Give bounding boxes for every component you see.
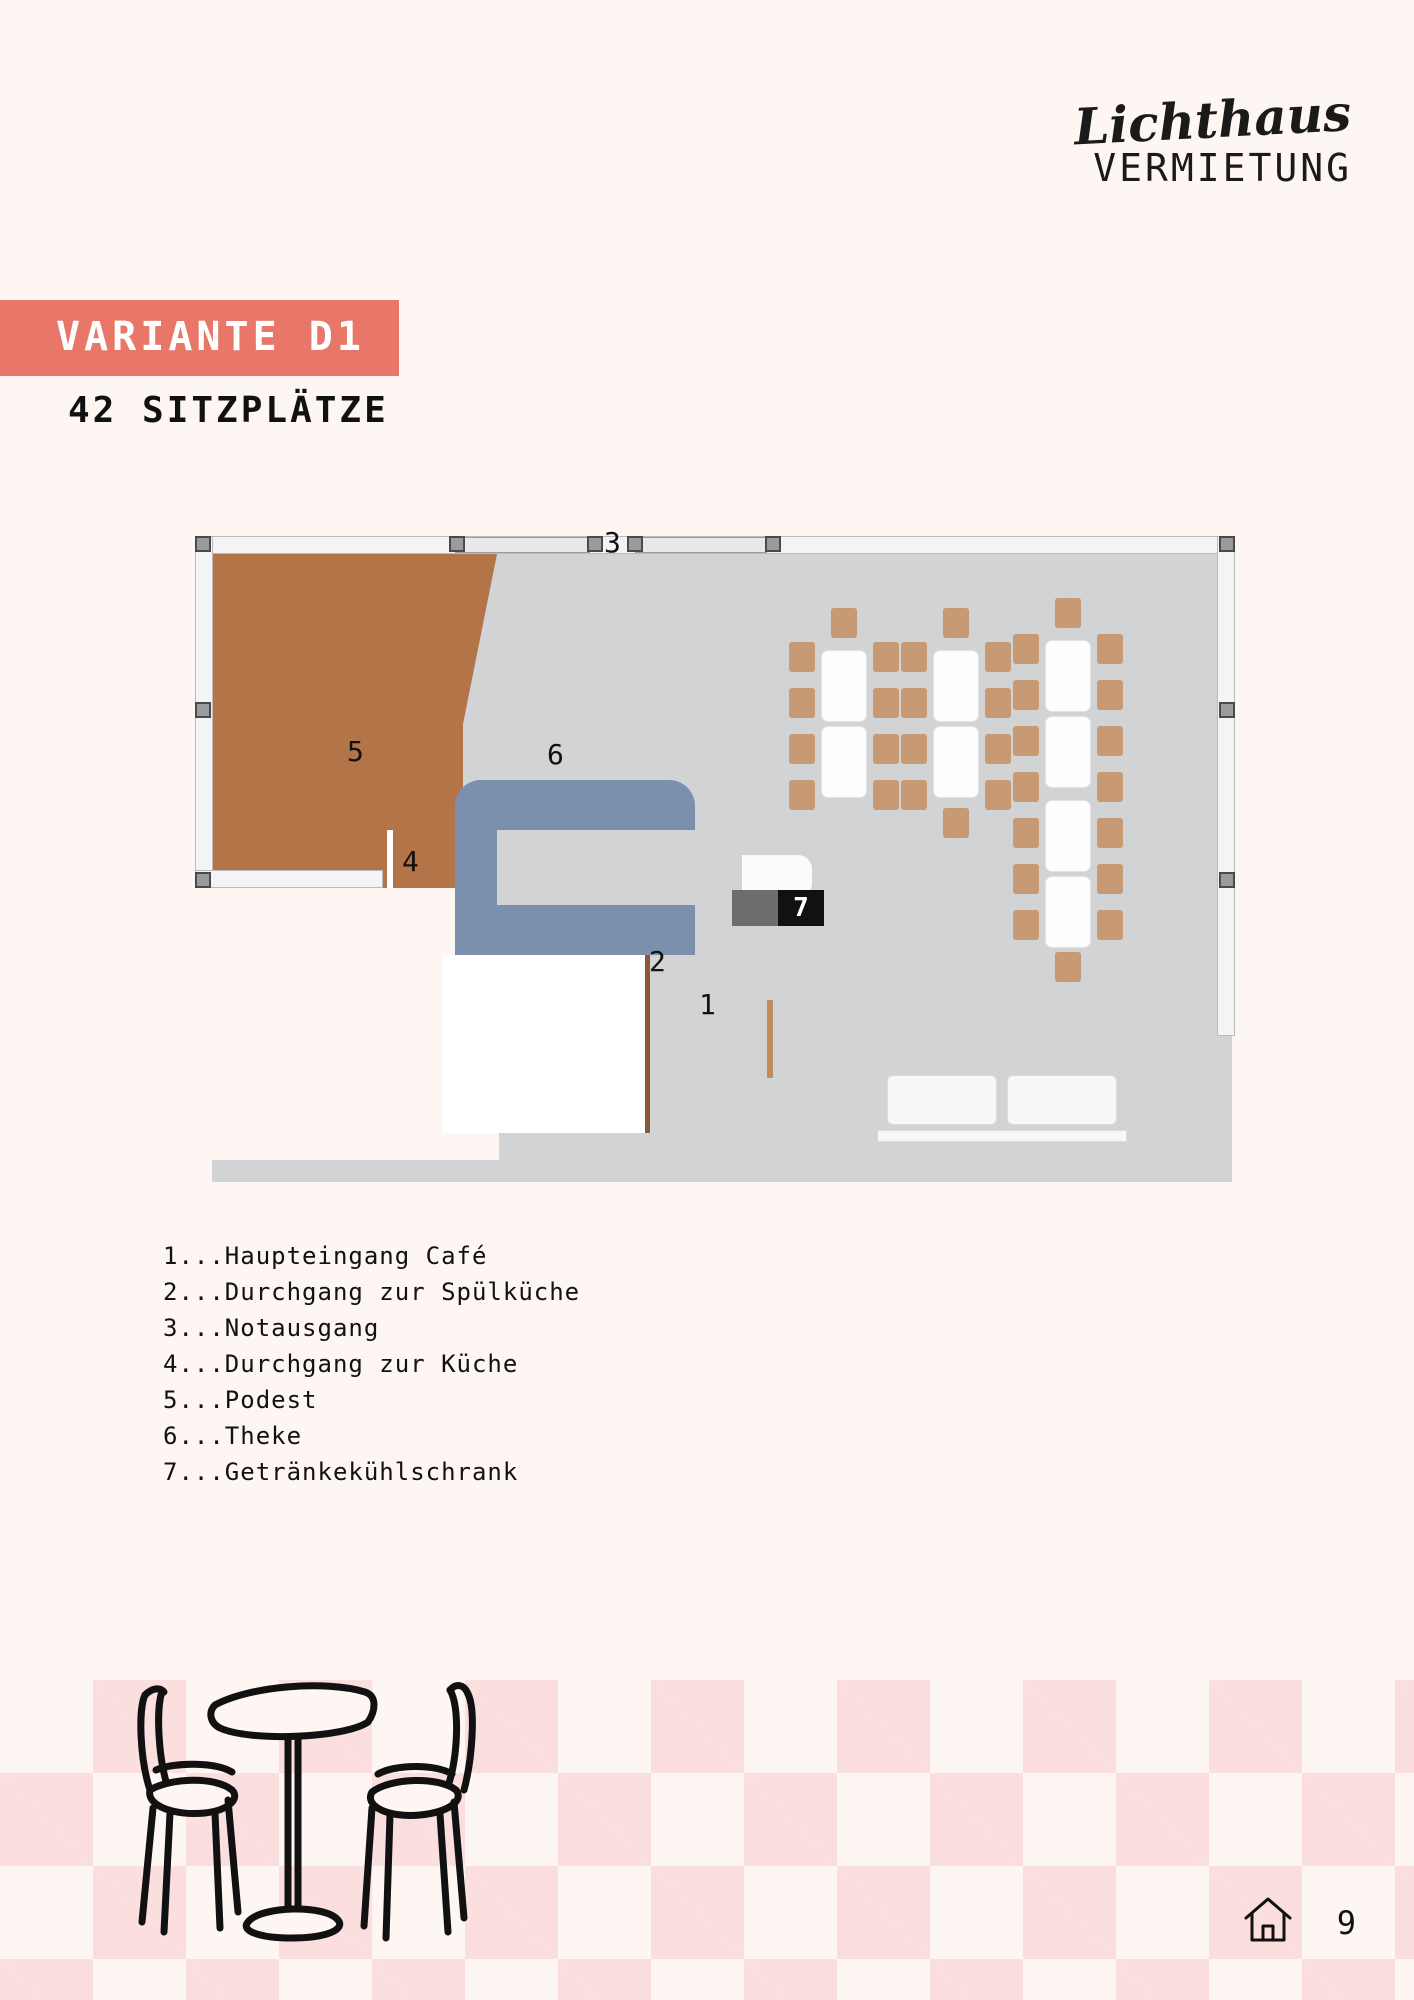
- wall-hinge-left-middle: [195, 702, 211, 718]
- wall-hinge-left-bottom: [195, 872, 211, 888]
- wall-hinge-right-bottom: [1219, 872, 1235, 888]
- brand-subtitle: VERMIETUNG: [1093, 146, 1352, 190]
- wall-hinge-top-4: [765, 536, 781, 552]
- podest-step: [387, 830, 393, 888]
- podest-area: [213, 554, 463, 888]
- legend-item-7: 7...Getränkekühlschrank: [163, 1458, 519, 1486]
- chair-c7: [1013, 910, 1039, 940]
- table-b1: [933, 650, 979, 722]
- floorplan: [175, 520, 1247, 1170]
- table-c2: [1045, 716, 1091, 788]
- table-a2: [821, 726, 867, 798]
- chair-b8: [985, 780, 1011, 810]
- kitchen-area: [442, 955, 650, 1133]
- chair-a8: [873, 780, 899, 810]
- table-c4: [1045, 876, 1091, 948]
- wall-left-bottom: [195, 870, 383, 888]
- wall-hinge-top-left: [195, 536, 211, 552]
- chair-a7: [873, 734, 899, 764]
- wall-hinge-top-right: [1219, 536, 1235, 552]
- bench-left: [887, 1075, 997, 1125]
- bench-right: [1007, 1075, 1117, 1125]
- chair-c8: [1097, 634, 1123, 664]
- chair-c3: [1013, 726, 1039, 756]
- chair-c9: [1097, 680, 1123, 710]
- chair-b5: [985, 642, 1011, 672]
- chair-b3: [901, 734, 927, 764]
- wall-hinge-top-3: [627, 536, 643, 552]
- door-emergency-left: [455, 537, 590, 553]
- chair-a6: [873, 688, 899, 718]
- chair-c12: [1097, 818, 1123, 848]
- legend-item-3: 3...Notausgang: [163, 1314, 380, 1342]
- door-emergency-right: [635, 537, 767, 553]
- bench-backrest: [877, 1130, 1127, 1142]
- chair-c16: [1055, 952, 1081, 982]
- chair-c10: [1097, 726, 1123, 756]
- table-a1: [821, 650, 867, 722]
- chair-c1: [1013, 634, 1039, 664]
- legend-item-6: 6...Theke: [163, 1422, 303, 1450]
- chair-c14: [1097, 910, 1123, 940]
- marker-3: 3: [604, 526, 621, 559]
- chair-a3: [789, 734, 815, 764]
- chair-c13: [1097, 864, 1123, 894]
- chair-b7: [985, 734, 1011, 764]
- chair-b2: [901, 688, 927, 718]
- chair-a4: [789, 780, 815, 810]
- legend-item-5: 5...Podest: [163, 1386, 318, 1414]
- chair-c15: [1055, 598, 1081, 628]
- legend: [163, 1238, 580, 1490]
- theke-inner-cutout: [497, 830, 697, 905]
- table-b2: [933, 726, 979, 798]
- wall-hinge-top-2: [587, 536, 603, 552]
- marker-5: 5: [347, 735, 364, 768]
- legend-item-2: 2...Durchgang zur Spülküche: [163, 1278, 581, 1306]
- table-c1: [1045, 640, 1091, 712]
- marker-2: 2: [649, 945, 666, 978]
- fridge-unit-gray: [732, 890, 778, 926]
- chair-a1: [789, 642, 815, 672]
- marker-7-label: 7: [793, 893, 809, 923]
- legend-item-1: 1...Haupteingang Café: [163, 1242, 488, 1270]
- chair-b10: [943, 808, 969, 838]
- brand-logo: [1072, 83, 1353, 190]
- cafe-table-illustration: [120, 1650, 540, 1970]
- chair-b4: [901, 780, 927, 810]
- wall-hinge-top-1: [449, 536, 465, 552]
- chair-c6: [1013, 864, 1039, 894]
- wall-right: [1217, 536, 1235, 1036]
- floorplan-walls-group: [187, 526, 1232, 1170]
- chair-b1: [901, 642, 927, 672]
- marker-1: 1: [699, 988, 716, 1021]
- chair-a9: [831, 608, 857, 638]
- home-icon[interactable]: [1240, 1892, 1296, 1948]
- seats-title: 42 SITZPLÄTZE: [68, 390, 389, 431]
- chair-c5: [1013, 818, 1039, 848]
- marker-4: 4: [402, 845, 419, 878]
- page-number: 9: [1336, 1904, 1356, 1942]
- bar-pillar: [767, 1000, 773, 1078]
- brand-name: Lichthaus: [1072, 83, 1353, 157]
- chair-a2: [789, 688, 815, 718]
- chair-c11: [1097, 772, 1123, 802]
- chair-a5: [873, 642, 899, 672]
- table-c3: [1045, 800, 1091, 872]
- chair-b9: [943, 608, 969, 638]
- marker-6: 6: [547, 738, 564, 771]
- fridge-unit-black: [778, 890, 824, 926]
- chair-c4: [1013, 772, 1039, 802]
- legend-item-4: 4...Durchgang zur Küche: [163, 1350, 519, 1378]
- chair-c2: [1013, 680, 1039, 710]
- wall-hinge-right-middle: [1219, 702, 1235, 718]
- chair-b6: [985, 688, 1011, 718]
- variant-badge: VARIANTE D1: [0, 300, 399, 376]
